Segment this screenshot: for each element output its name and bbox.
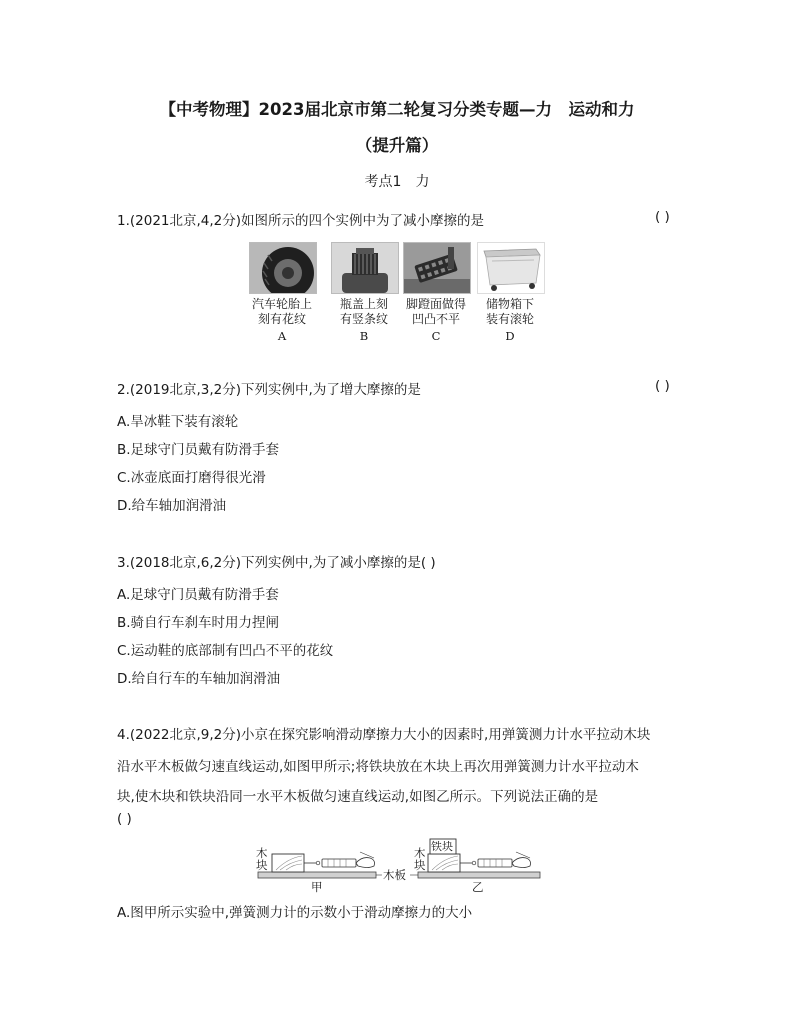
section-heading: 考点1 力 bbox=[364, 174, 430, 190]
figure-jia-label: 甲 bbox=[311, 880, 323, 894]
question-3-stem: 3.(2018北京,6,2分)下列实例中,为了减小摩擦的是( ) bbox=[117, 555, 436, 571]
figure-c-caption-line1: 脚蹬面做得 bbox=[405, 297, 466, 311]
figure-b-caption-line2: 有竖条纹 bbox=[339, 312, 388, 326]
question-2-option-c: C.冰壶底面打磨得很光滑 bbox=[117, 470, 266, 486]
question-3-option-a: A.足球守门员戴有防滑手套 bbox=[117, 587, 279, 603]
figure-yi-label: 乙 bbox=[472, 880, 484, 894]
question-2-option-d: D.给车轴加润滑油 bbox=[117, 498, 227, 514]
figure-c-letter: C bbox=[431, 329, 441, 343]
question-4-stem-line1: 4.(2022北京,9,2分)小京在探究影响滑动摩擦力大小的因素时,用弹簧测力计水平拉动木块 bbox=[117, 727, 651, 743]
figure-d-caption-line2: 装有滚轮 bbox=[485, 312, 534, 326]
wood-block-label-char2: 块 bbox=[256, 858, 268, 872]
question-4-answer-paren: ( ) bbox=[117, 811, 132, 827]
wood-board-right bbox=[418, 872, 540, 878]
question-1-answer-paren: ( ) bbox=[655, 209, 670, 225]
wood-board-left bbox=[258, 872, 376, 878]
hand-right-icon bbox=[512, 858, 531, 868]
friction-experiment-diagram bbox=[250, 836, 550, 892]
question-2-answer-paren: ( ) bbox=[655, 378, 670, 394]
question-1-stem: 1.(2021北京,4,2分)如图所示的四个实例中为了减小摩擦的是 bbox=[117, 213, 485, 229]
question-3-option-d: D.给自行车的车轴加润滑油 bbox=[117, 671, 281, 687]
figure-b-letter: B bbox=[359, 329, 369, 343]
figure-c-caption-line2: 凹凸不平 bbox=[411, 312, 460, 326]
board-label: 木板 bbox=[383, 868, 406, 882]
hand-left-icon bbox=[356, 858, 375, 868]
wood-block-label-right-char2: 块 bbox=[414, 858, 426, 872]
question-3-option-b: B.骑自行车刹车时用力捏闸 bbox=[117, 615, 280, 631]
question-2-option-b: B.足球守门员戴有防滑手套 bbox=[117, 442, 280, 458]
question-2-stem: 2.(2019北京,3,2分)下列实例中,为了增大摩擦的是 bbox=[117, 382, 421, 398]
figure-a-letter: A bbox=[277, 329, 287, 343]
question-2-option-a: A.旱冰鞋下装有滚轮 bbox=[117, 414, 239, 430]
question-4-option-a: A.图甲所示实验中,弹簧测力计的示数小于滑动摩擦力的大小 bbox=[117, 905, 473, 921]
figure-a-caption-line2: 刻有花纹 bbox=[257, 312, 306, 326]
figure-b-caption-line1: 瓶盖上刻 bbox=[339, 297, 388, 311]
spring-scale-left bbox=[322, 859, 356, 867]
figure-d-caption-line1: 储物箱下 bbox=[485, 297, 534, 311]
tire-photo bbox=[249, 242, 317, 294]
wood-block-label-right-char1: 木 bbox=[414, 846, 426, 860]
storage-box-photo bbox=[477, 242, 545, 294]
figure-d-letter: D bbox=[505, 329, 515, 343]
page-subtitle: （提升篇） bbox=[355, 136, 439, 155]
question-4-stem-line3: 块,使木块和铁块沿同一水平木板做匀速直线运动,如图乙所示。下列说法正确的是 bbox=[117, 789, 599, 805]
question-3-option-c: C.运动鞋的底部制有凹凸不平的花纹 bbox=[117, 643, 334, 659]
bottle-cap-photo bbox=[331, 242, 399, 294]
iron-block-label: 铁块 bbox=[431, 840, 453, 853]
pedal-photo bbox=[403, 242, 471, 294]
wood-block-label-char1: 木 bbox=[256, 846, 268, 860]
question-4-stem-line2: 沿水平木板做匀速直线运动,如图甲所示;将铁块放在木块上再次用弹簧测力计水平拉动木 bbox=[117, 759, 639, 775]
page-title: 【中考物理】2023届北京市第二轮复习分类专题—力 运动和力 bbox=[159, 100, 635, 119]
spring-scale-right bbox=[478, 859, 512, 867]
figure-a-caption-line1: 汽车轮胎上 bbox=[251, 297, 312, 311]
